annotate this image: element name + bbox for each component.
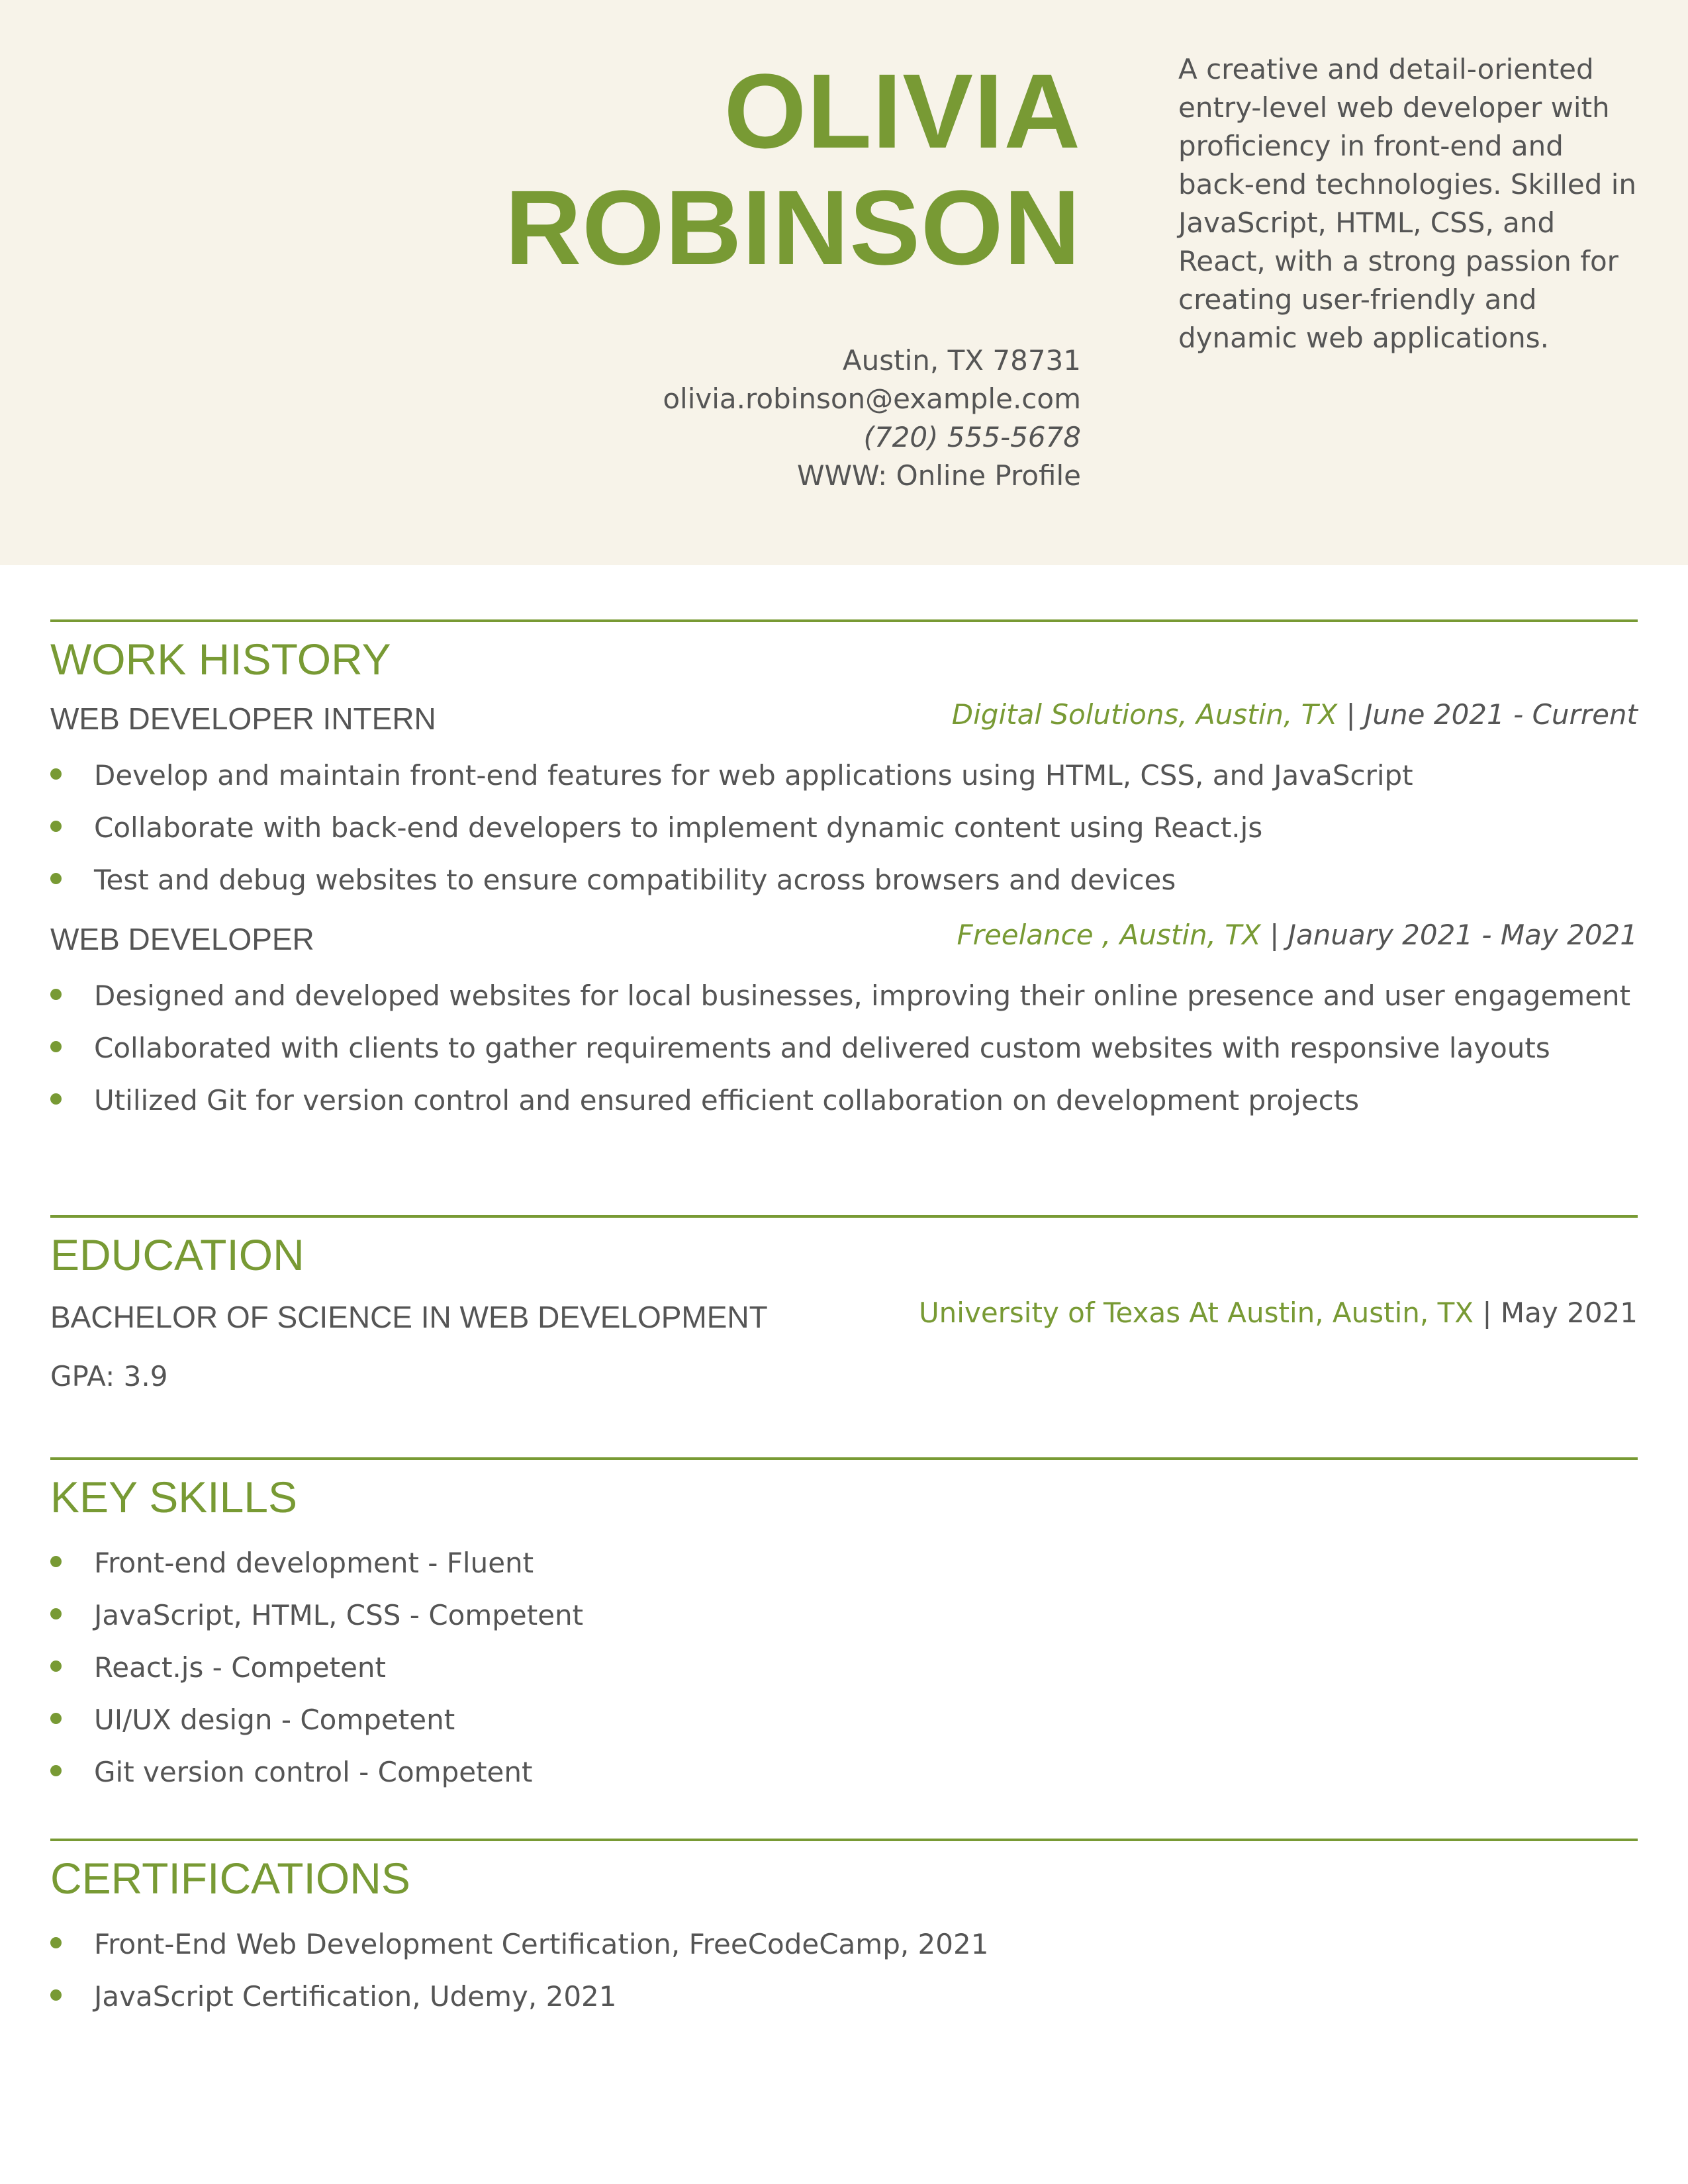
contact-website[interactable]: WWW: Online Profile [796,459,1081,492]
graduation-date: May 2021 [1500,1297,1638,1329]
bullet-icon [50,1556,62,1567]
section-divider [50,1215,1638,1218]
education-meta [919,1293,1638,1333]
list-item [50,1074,1638,1126]
bullet-icon [50,1041,62,1052]
certification-text: JavaScript Certification, Udemy, 2021 [94,1980,617,2013]
certification-text: Front-End Web Development Certification, FreeCodeCamp, 2021 [94,1928,989,1960]
skill-text: JavaScript, HTML, CSS - Competent [94,1599,584,1631]
section-title: CERTIFICATIONS [50,1854,410,1903]
list-item [50,749,1638,801]
section-divider [50,619,1638,622]
skills-list [50,1537,1638,1798]
bullet-icon [50,1661,62,1672]
bullet-text: Test and debug websites to ensure compatibility across browsers and devices [94,864,1176,896]
list-item [50,1022,1638,1074]
list-item [50,1694,1638,1746]
bullet-icon [50,1713,62,1724]
list-item [50,1970,1638,2023]
bullet-icon [50,989,62,1000]
bullet-text: Develop and maintain front-end features for web applications using HTML, CSS, and JavaScript [94,759,1413,792]
meta-separator: | [1260,919,1288,951]
section-title: KEY SKILLS [50,1473,298,1522]
key-skills-section [50,1457,1638,1798]
candidate-name [66,53,1081,286]
job-dates: June 2021 - Current [1364,698,1638,731]
bullet-text: Collaborated with clients to gather requirements and delivered custom websites with responsive layouts [94,1032,1550,1064]
skill-text: UI/UX design - Competent [94,1704,455,1736]
work-history-section [50,619,1638,1126]
meta-separator: | [1337,698,1365,731]
job-header [50,919,1638,959]
contact-location: Austin, TX 78731 [842,344,1081,377]
meta-separator: | [1474,1297,1501,1329]
bullet-icon [50,1608,62,1619]
bullet-icon [50,1093,62,1105]
bullet-icon [50,768,62,780]
skill-text: Git version control - Competent [94,1756,533,1788]
first-name: OLIVIA [724,52,1081,170]
last-name: ROBINSON [504,168,1081,287]
section-title: WORK HISTORY [50,635,391,684]
list-item [50,1641,1638,1694]
job-meta [957,915,1638,955]
contact-info [66,341,1081,495]
bullet-icon [50,821,62,832]
skill-text: React.js - Competent [94,1651,387,1684]
job-header [50,699,1638,739]
education-header [50,1297,1638,1337]
bullet-icon [50,1937,62,1948]
bullet-icon [50,873,62,884]
job-title: WEB DEVELOPER [50,922,314,956]
resume-header [0,0,1688,565]
list-item [50,1537,1638,1589]
job-meta [952,695,1638,735]
professional-summary: A creative and detail-oriented entry-level web developer with proficiency in front-end and back-end technologies. Skilled in JavaScript, HTML, CSS, and React, with a strong passion for creating user-friendly and dynamic web applications. [1178,53,1637,354]
list-item [50,1746,1638,1798]
bullet-icon [50,1989,62,2001]
list-item [50,854,1638,906]
job-company: Digital Solutions, Austin, TX [951,698,1338,731]
job-company: Freelance , Austin, TX [957,919,1261,951]
school-name: University of Texas At Austin, Austin, TX [918,1297,1474,1329]
contact-phone: (720) 555-5678 [863,421,1081,453]
certifications-list [50,1918,1638,2023]
job-title: WEB DEVELOPER INTERN [50,702,436,736]
education-section [50,1215,1638,1396]
degree-title: BACHELOR OF SCIENCE IN WEB DEVELOPMENT [50,1300,768,1334]
job-bullets [50,970,1638,1126]
list-item [50,1589,1638,1641]
bullet-icon [50,1765,62,1776]
job-bullets [50,749,1638,906]
bullet-text: Collaborate with back-end developers to implement dynamic content using React.js [94,811,1263,844]
section-title: EDUCATION [50,1230,305,1279]
bullet-text: Designed and developed websites for local businesses, improving their online presence and user engagement [94,979,1631,1012]
section-divider [50,1839,1638,1841]
contact-email[interactable]: olivia.robinson@example.com [663,383,1081,415]
bullet-text: Utilized Git for version control and ensured efficient collaboration on development projects [94,1084,1360,1116]
job-dates: January 2021 - May 2021 [1288,919,1638,951]
list-item [50,1918,1638,1970]
gpa: GPA: 3.9 [50,1360,168,1392]
list-item [50,801,1638,854]
list-item [50,970,1638,1022]
certifications-section [50,1839,1638,2023]
skill-text: Front-end development - Fluent [94,1547,534,1579]
section-divider [50,1457,1638,1460]
